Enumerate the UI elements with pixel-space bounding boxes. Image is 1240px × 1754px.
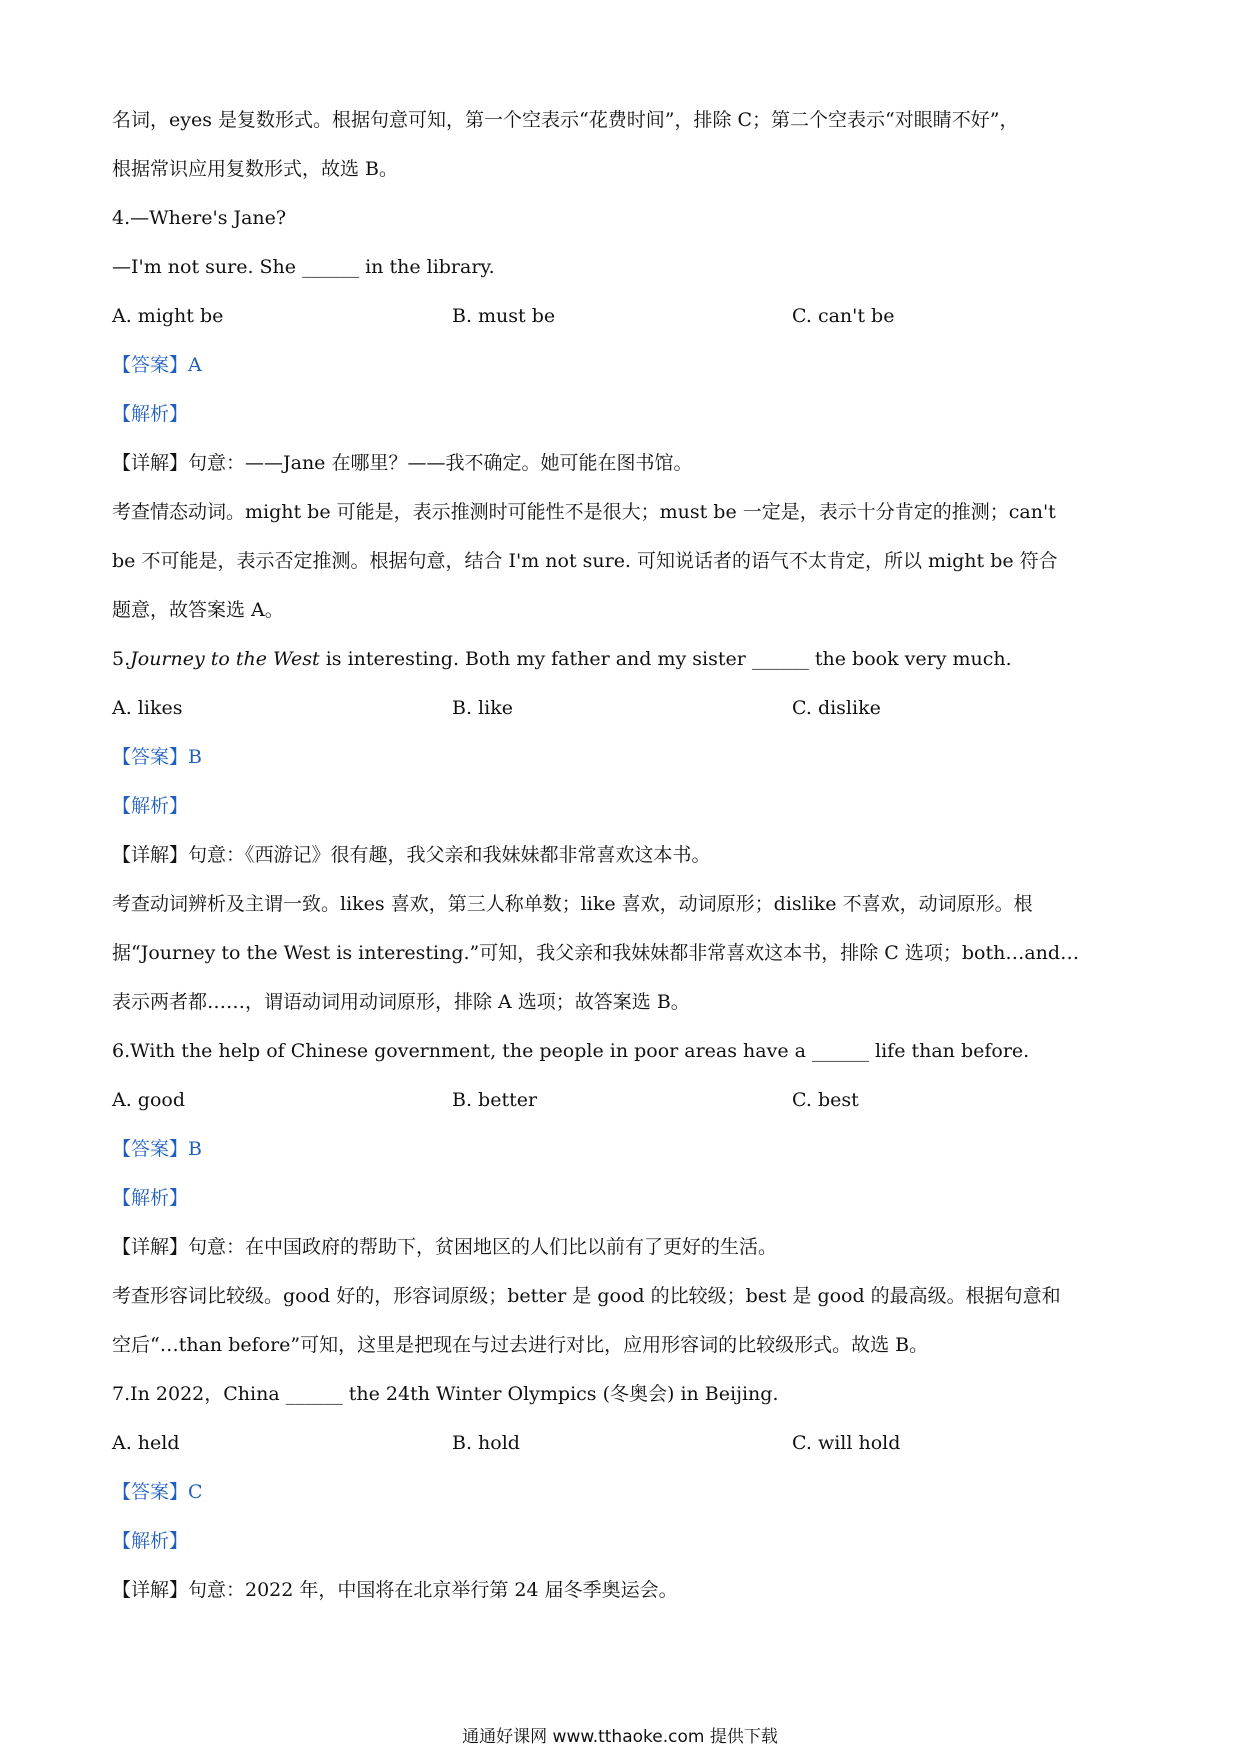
option-a: A. good [112,1089,186,1111]
question-4-stem: 4.—Where's Jane? [112,207,287,229]
question-7-stem: 7.In 2022，China ______ the 24th Winter Olympics (冬奥会) in Beijing. [112,1383,779,1405]
analysis-label: 【解析】 [112,795,189,817]
question-4-stem-reply: —I'm not sure. She ______ in the library. [112,256,495,278]
option-c: C. will hold [792,1432,901,1454]
question-5-options [112,684,1132,733]
detail-line: 【详解】句意：2022 年，中国将在北京举行第 24 届冬季奥运会。 [112,1579,678,1601]
explanation-line: be 不可能是，表示否定推测。根据句意，结合 I'm not sure. 可知说话者的语气不太肯定，所以 might be 符合 [112,550,1058,572]
analysis-label: 【解析】 [112,1530,189,1552]
book-title: Journey to the West [130,648,320,670]
question-number: 5. [112,648,131,670]
detail-line: 【详解】句意：《西游记》很有趣，我父亲和我妹妹都非常喜欢这本书。 [112,844,711,866]
option-c: C. can't be [792,305,895,327]
option-c: C. best [792,1089,859,1111]
explanation-line: 空后“…than before”可知，这里是把现在与过去进行对比，应用形容词的比较级形式。故选 B。 [112,1334,929,1356]
option-b: B. hold [452,1432,520,1454]
detail-line: 【详解】句意：——Jane 在哪里？——我不确定。她可能在图书馆。 [112,452,693,474]
explanation-line: 考查动词辨析及主谓一致。likes 喜欢，第三人称单数；like 喜欢，动词原形；dislike 不喜欢，动词原形。根 [112,893,1033,915]
explanation-line: 考查情态动词。might be 可能是，表示推测时可能性不是很大；must be 一定是，表示十分肯定的推测；can't [112,501,1056,523]
question-7-options [112,1419,1132,1468]
option-b: B. better [452,1089,538,1111]
detail-line: 【详解】句意：在中国政府的帮助下，贫困地区的人们比以前有了更好的生活。 [112,1236,778,1258]
explanation-line: 题意，故答案选 A。 [112,599,284,621]
question-5-stem [112,635,1132,684]
option-b: B. like [452,697,513,719]
question-6-options [112,1076,1132,1125]
option-a: A. held [112,1432,180,1454]
option-a: A. might be [112,305,224,327]
explanation-line: 表示两者都……，谓语动词用动词原形，排除 A 选项；故答案选 B。 [112,991,690,1013]
option-c: C. dislike [792,697,881,719]
question-text: is interesting. Both my father and my sister ______ the book very much. [319,648,1012,670]
explanation-line: 据“Journey to the West is interesting.”可知，我父亲和我妹妹都非常喜欢这本书，排除 C 选项；both…and… [112,942,1080,964]
question-4-options [112,292,1132,341]
option-a: A. likes [112,697,183,719]
analysis-label: 【解析】 [112,1187,189,1209]
option-b: B. must be [452,305,556,327]
answer-label: 【答案】B [112,746,202,768]
analysis-label: 【解析】 [112,403,189,425]
answer-label: 【答案】B [112,1138,202,1160]
question-6-stem: 6.With the help of Chinese government, the people in poor areas have a ______ life than before. [112,1040,1030,1062]
text-line: 名词，eyes 是复数形式。根据句意可知，第一个空表示“花费时间”，排除 C；第二个空表示“对眼睛不好”， [112,109,1019,131]
text-line: 根据常识应用复数形式，故选 B。 [112,158,399,180]
page-footer: 通通好课网 www.tthaoke.com 提供下载 [462,1727,778,1747]
document-page [112,96,1132,1615]
answer-label: 【答案】A [112,354,202,376]
explanation-line: 考查形容词比较级。good 好的，形容词原级；better 是 good 的比较级；best 是 good 的最高级。根据句意和 [112,1285,1061,1307]
answer-label: 【答案】C [112,1481,203,1503]
